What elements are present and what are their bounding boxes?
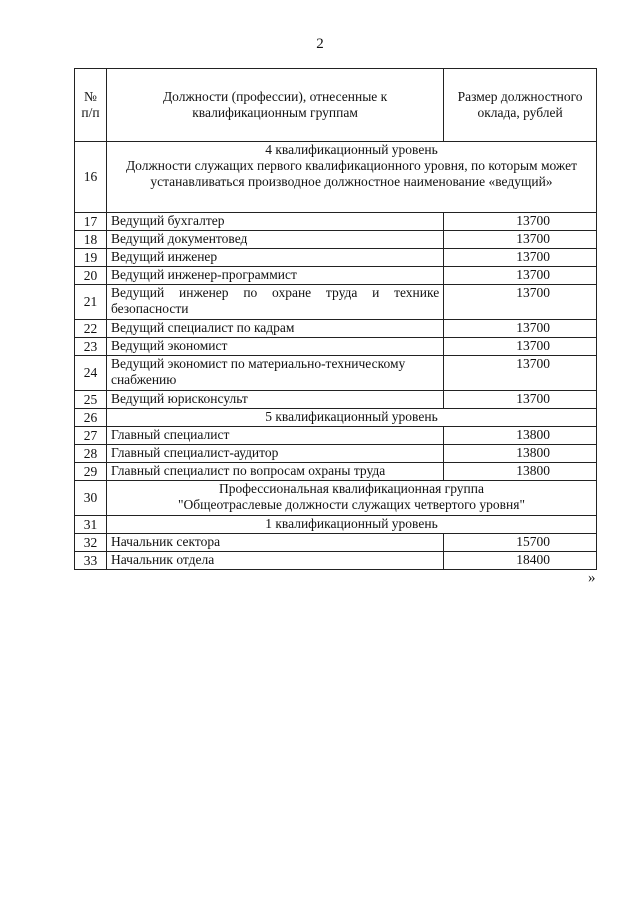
table-row — [75, 249, 597, 267]
row-num: 24 — [75, 356, 107, 391]
row-position: Начальник отдела — [106, 552, 443, 570]
section-title: 5 квалификационный уровень — [106, 409, 596, 427]
row-position: Ведущий инженер по охране труда и технике безопасности — [106, 285, 443, 320]
table-row — [75, 320, 597, 338]
row-num: 28 — [75, 445, 107, 463]
row-position: Ведущий инженер-программист — [106, 267, 443, 285]
table-row — [75, 534, 597, 552]
row-salary: 13700 — [444, 249, 597, 267]
row-salary: 13800 — [444, 445, 597, 463]
table-row — [75, 463, 597, 481]
row-salary: 13700 — [444, 285, 597, 320]
group-label: Профессиональная квалификационная группа — [218, 481, 484, 496]
table-row — [75, 267, 597, 285]
row-num: 27 — [75, 427, 107, 445]
row-position: Ведущий экономист по материально-техническому снабжению — [106, 356, 443, 391]
section-title: 1 квалификационный уровень — [106, 516, 596, 534]
row-num: 25 — [75, 391, 107, 409]
row-num: 19 — [75, 249, 107, 267]
row-num: 17 — [75, 213, 107, 231]
table-row — [75, 231, 597, 249]
row-salary: 13800 — [444, 463, 597, 481]
section-description: Должности служащих первого квалификационного уровня, по которым может устанавливаться производное должностное наименование «ведущий» — [125, 158, 577, 189]
header-salary: Размер должностного оклада, рублей — [444, 69, 597, 142]
table-row — [75, 285, 597, 320]
row-num: 33 — [75, 552, 107, 570]
table-row — [75, 338, 597, 356]
section-title — [106, 142, 596, 213]
row-position: Главный специалист по вопросам охраны труда — [106, 463, 443, 481]
row-salary: 13700 — [444, 231, 597, 249]
row-salary: 13700 — [444, 213, 597, 231]
closing-quote: » — [588, 570, 596, 586]
page-number: 2 — [316, 36, 324, 52]
row-num: 30 — [75, 481, 107, 516]
row-salary: 15700 — [444, 534, 597, 552]
table-row — [75, 213, 597, 231]
row-position: Ведущий документовед — [106, 231, 443, 249]
row-position: Ведущий юрисконсульт — [106, 391, 443, 409]
section-row-26 — [75, 409, 597, 427]
table-row — [75, 356, 597, 391]
row-position: Ведущий бухгалтер — [106, 213, 443, 231]
row-salary: 13700 — [444, 267, 597, 285]
row-position: Ведущий экономист — [106, 338, 443, 356]
row-salary: 13700 — [444, 391, 597, 409]
table-row — [75, 552, 597, 570]
section-title — [106, 481, 596, 516]
section-row-30 — [75, 481, 597, 516]
table-row — [75, 445, 597, 463]
row-num: 31 — [75, 516, 107, 534]
row-salary: 13700 — [444, 356, 597, 391]
row-salary: 13800 — [444, 427, 597, 445]
section-row-16 — [75, 142, 597, 213]
table-row — [75, 427, 597, 445]
row-num: 29 — [75, 463, 107, 481]
header-position: Должности (профессии), отнесенные к квалификационным группам — [106, 69, 443, 142]
row-position: Ведущий специалист по кадрам — [106, 320, 443, 338]
row-salary: 13700 — [444, 338, 597, 356]
header-num: № п/п — [75, 69, 107, 142]
row-num: 23 — [75, 338, 107, 356]
row-position: Главный специалист-аудитор — [106, 445, 443, 463]
row-num: 21 — [75, 285, 107, 320]
row-position: Начальник сектора — [106, 534, 443, 552]
row-num: 32 — [75, 534, 107, 552]
row-num: 16 — [75, 142, 107, 213]
salary-table — [74, 68, 597, 570]
group-name: "Общеотраслевые должности служащих четвертого уровня" — [177, 497, 525, 512]
row-num: 22 — [75, 320, 107, 338]
row-num: 26 — [75, 409, 107, 427]
table-header-row — [75, 69, 597, 142]
row-salary: 18400 — [444, 552, 597, 570]
section-row-31 — [75, 516, 597, 534]
row-num: 20 — [75, 267, 107, 285]
table-row — [75, 391, 597, 409]
section-level: 4 квалификационный уровень — [265, 142, 438, 157]
row-num: 18 — [75, 231, 107, 249]
row-position: Главный специалист — [106, 427, 443, 445]
row-salary: 13700 — [444, 320, 597, 338]
row-position: Ведущий инженер — [106, 249, 443, 267]
